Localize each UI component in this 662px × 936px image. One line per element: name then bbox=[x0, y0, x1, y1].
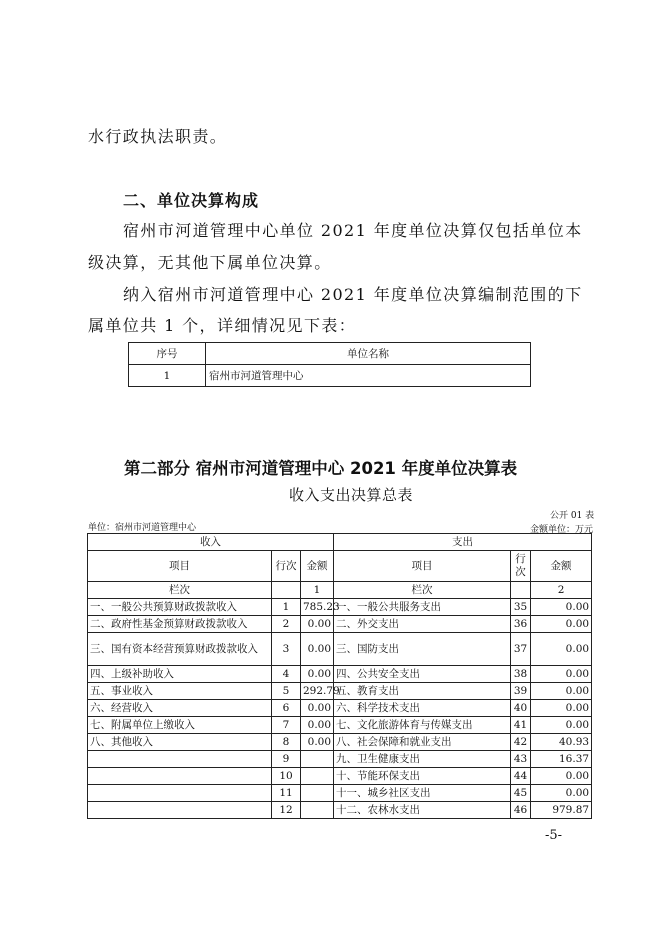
table-row bbox=[88, 666, 592, 683]
table-row bbox=[88, 802, 592, 819]
income-item: 六、经营收入 bbox=[88, 700, 272, 717]
lanci-row bbox=[88, 582, 592, 599]
expense-amount-header: 金额 bbox=[531, 551, 592, 582]
expense-item: 七、文化旅游体育与传媒支出 bbox=[334, 717, 511, 734]
income-item: 四、上级补助收入 bbox=[88, 666, 272, 683]
table-row bbox=[88, 616, 592, 633]
income-amount: 785.23 bbox=[301, 599, 334, 616]
expense-lanci: 栏次 bbox=[334, 582, 511, 599]
expense-amount: 979.87 bbox=[531, 802, 592, 819]
income-amount: 0.00 bbox=[301, 616, 334, 633]
table-row bbox=[88, 599, 592, 616]
table-row bbox=[88, 683, 592, 700]
income-row-no: 10 bbox=[272, 768, 301, 785]
income-item-header: 项目 bbox=[88, 551, 272, 582]
header-serial: 序号 bbox=[129, 343, 206, 365]
table-body bbox=[88, 599, 592, 819]
income-item bbox=[88, 802, 272, 819]
expense-item: 二、外交支出 bbox=[334, 616, 511, 633]
table-row bbox=[88, 633, 592, 666]
unit-table bbox=[128, 342, 531, 387]
income-amount: 0.00 bbox=[301, 717, 334, 734]
expense-item: 一、一般公共服务支出 bbox=[334, 599, 511, 616]
expense-row-no: 36 bbox=[511, 616, 531, 633]
income-amount: 0.00 bbox=[301, 666, 334, 683]
expense-item: 五、教育支出 bbox=[334, 683, 511, 700]
part-title: 第二部分 宿州市河道管理中心 2021 年度单位决算表 bbox=[124, 459, 518, 478]
expense-amount: 0.00 bbox=[531, 717, 592, 734]
income-row-no: 3 bbox=[272, 633, 301, 666]
income-amount: 292.79 bbox=[301, 683, 334, 700]
expense-item: 九、卫生健康支出 bbox=[334, 751, 511, 768]
expense-amount: 0.00 bbox=[531, 616, 592, 633]
table-row bbox=[129, 365, 531, 387]
expense-amount: 0.00 bbox=[531, 599, 592, 616]
table-subtitle: 收入支出决算总表 bbox=[289, 486, 414, 504]
expense-row-no: 44 bbox=[511, 768, 531, 785]
expense-amount: 0.00 bbox=[531, 633, 592, 666]
income-amount-header: 金额 bbox=[301, 551, 334, 582]
income-row-no: 6 bbox=[272, 700, 301, 717]
income-item: 二、政府性基金预算财政拨款收入 bbox=[88, 616, 272, 633]
paragraph-2-line-1: 纳入宿州市河道管理中心 2021 年度单位决算编制范围的下 bbox=[123, 285, 583, 304]
expense-amount: 16.37 bbox=[531, 751, 592, 768]
income-item: 八、其他收入 bbox=[88, 734, 272, 751]
income-row-header: 行次 bbox=[272, 551, 301, 582]
section-header-row bbox=[88, 534, 592, 551]
income-expense-table bbox=[87, 533, 592, 819]
page-number: -5- bbox=[545, 828, 563, 843]
expense-row-no: 43 bbox=[511, 751, 531, 768]
expense-row-header: 行 次 bbox=[511, 551, 531, 582]
expense-lanci-col: 2 bbox=[531, 582, 592, 599]
expense-item: 八、社会保障和就业支出 bbox=[334, 734, 511, 751]
income-item bbox=[88, 751, 272, 768]
expense-item: 十二、农林水支出 bbox=[334, 802, 511, 819]
income-row-no: 2 bbox=[272, 616, 301, 633]
row-serial: 1 bbox=[129, 365, 206, 387]
expense-item-header: 项目 bbox=[334, 551, 511, 582]
expense-row-no: 41 bbox=[511, 717, 531, 734]
expense-item: 四、公共安全支出 bbox=[334, 666, 511, 683]
income-item: 一、一般公共预算财政拨款收入 bbox=[88, 599, 272, 616]
income-amount: 0.00 bbox=[301, 633, 334, 666]
income-row-no: 8 bbox=[272, 734, 301, 751]
expense-item: 十、节能环保支出 bbox=[334, 768, 511, 785]
unit-table-header bbox=[129, 343, 531, 365]
table-row bbox=[88, 785, 592, 802]
income-row-no: 5 bbox=[272, 683, 301, 700]
expense-item: 六、科学技术支出 bbox=[334, 700, 511, 717]
expense-row-no: 45 bbox=[511, 785, 531, 802]
amount-unit: 金额单位：万元 bbox=[530, 525, 594, 535]
expense-item: 十一、城乡社区支出 bbox=[334, 785, 511, 802]
expense-amount: 0.00 bbox=[531, 683, 592, 700]
table-row bbox=[88, 734, 592, 751]
income-item: 七、附属单位上缴收入 bbox=[88, 717, 272, 734]
table-row bbox=[88, 700, 592, 717]
income-amount bbox=[301, 785, 334, 802]
paragraph-1-line-2: 级决算，无其他下属单位决算。 bbox=[88, 253, 332, 272]
income-row-no: 1 bbox=[272, 599, 301, 616]
income-item: 三、国有资本经营预算财政拨款收入 bbox=[88, 633, 272, 666]
paragraph-2-line-2: 属单位共 1 个，详细情况见下表： bbox=[88, 316, 357, 335]
income-amount: 0.00 bbox=[301, 734, 334, 751]
income-amount bbox=[301, 768, 334, 785]
income-row-no: 12 bbox=[272, 802, 301, 819]
section-heading: 二、单位决算构成 bbox=[123, 191, 260, 210]
income-amount: 0.00 bbox=[301, 700, 334, 717]
table-row bbox=[88, 751, 592, 768]
expense-amount: 0.00 bbox=[531, 666, 592, 683]
expense-item: 三、国防支出 bbox=[334, 633, 511, 666]
expense-amount: 40.93 bbox=[531, 734, 592, 751]
row-unit-name: 宿州市河道管理中心 bbox=[206, 365, 531, 387]
income-item bbox=[88, 785, 272, 802]
income-row-no: 11 bbox=[272, 785, 301, 802]
expense-amount: 0.00 bbox=[531, 785, 592, 802]
income-row-no: 9 bbox=[272, 751, 301, 768]
expense-row-no: 40 bbox=[511, 700, 531, 717]
income-lanci-col: 1 bbox=[301, 582, 334, 599]
expense-row-no: 37 bbox=[511, 633, 531, 666]
income-lanci: 栏次 bbox=[88, 582, 272, 599]
income-header: 收入 bbox=[88, 534, 334, 551]
expense-row-no: 38 bbox=[511, 666, 531, 683]
expense-header: 支出 bbox=[334, 534, 592, 551]
expense-row-no: 42 bbox=[511, 734, 531, 751]
column-header-row bbox=[88, 551, 592, 582]
expense-amount: 0.00 bbox=[531, 700, 592, 717]
table-row bbox=[88, 768, 592, 785]
expense-row-no: 39 bbox=[511, 683, 531, 700]
form-code: 公开 01 表 bbox=[550, 511, 595, 521]
expense-row-no: 46 bbox=[511, 802, 531, 819]
income-item: 五、事业收入 bbox=[88, 683, 272, 700]
table-row bbox=[88, 717, 592, 734]
header-unit-name: 单位名称 bbox=[206, 343, 531, 365]
income-amount bbox=[301, 802, 334, 819]
paragraph-1-line-1: 宿州市河道管理中心单位 2021 年度单位决算仅包括单位本 bbox=[123, 221, 583, 240]
income-row-no: 4 bbox=[272, 666, 301, 683]
expense-row-no: 35 bbox=[511, 599, 531, 616]
income-row-no: 7 bbox=[272, 717, 301, 734]
income-amount bbox=[301, 751, 334, 768]
continuation-text: 水行政执法职责。 bbox=[88, 127, 228, 146]
expense-amount: 0.00 bbox=[531, 768, 592, 785]
income-item bbox=[88, 768, 272, 785]
unit-label: 单位：宿州市河道管理中心 bbox=[88, 523, 197, 533]
